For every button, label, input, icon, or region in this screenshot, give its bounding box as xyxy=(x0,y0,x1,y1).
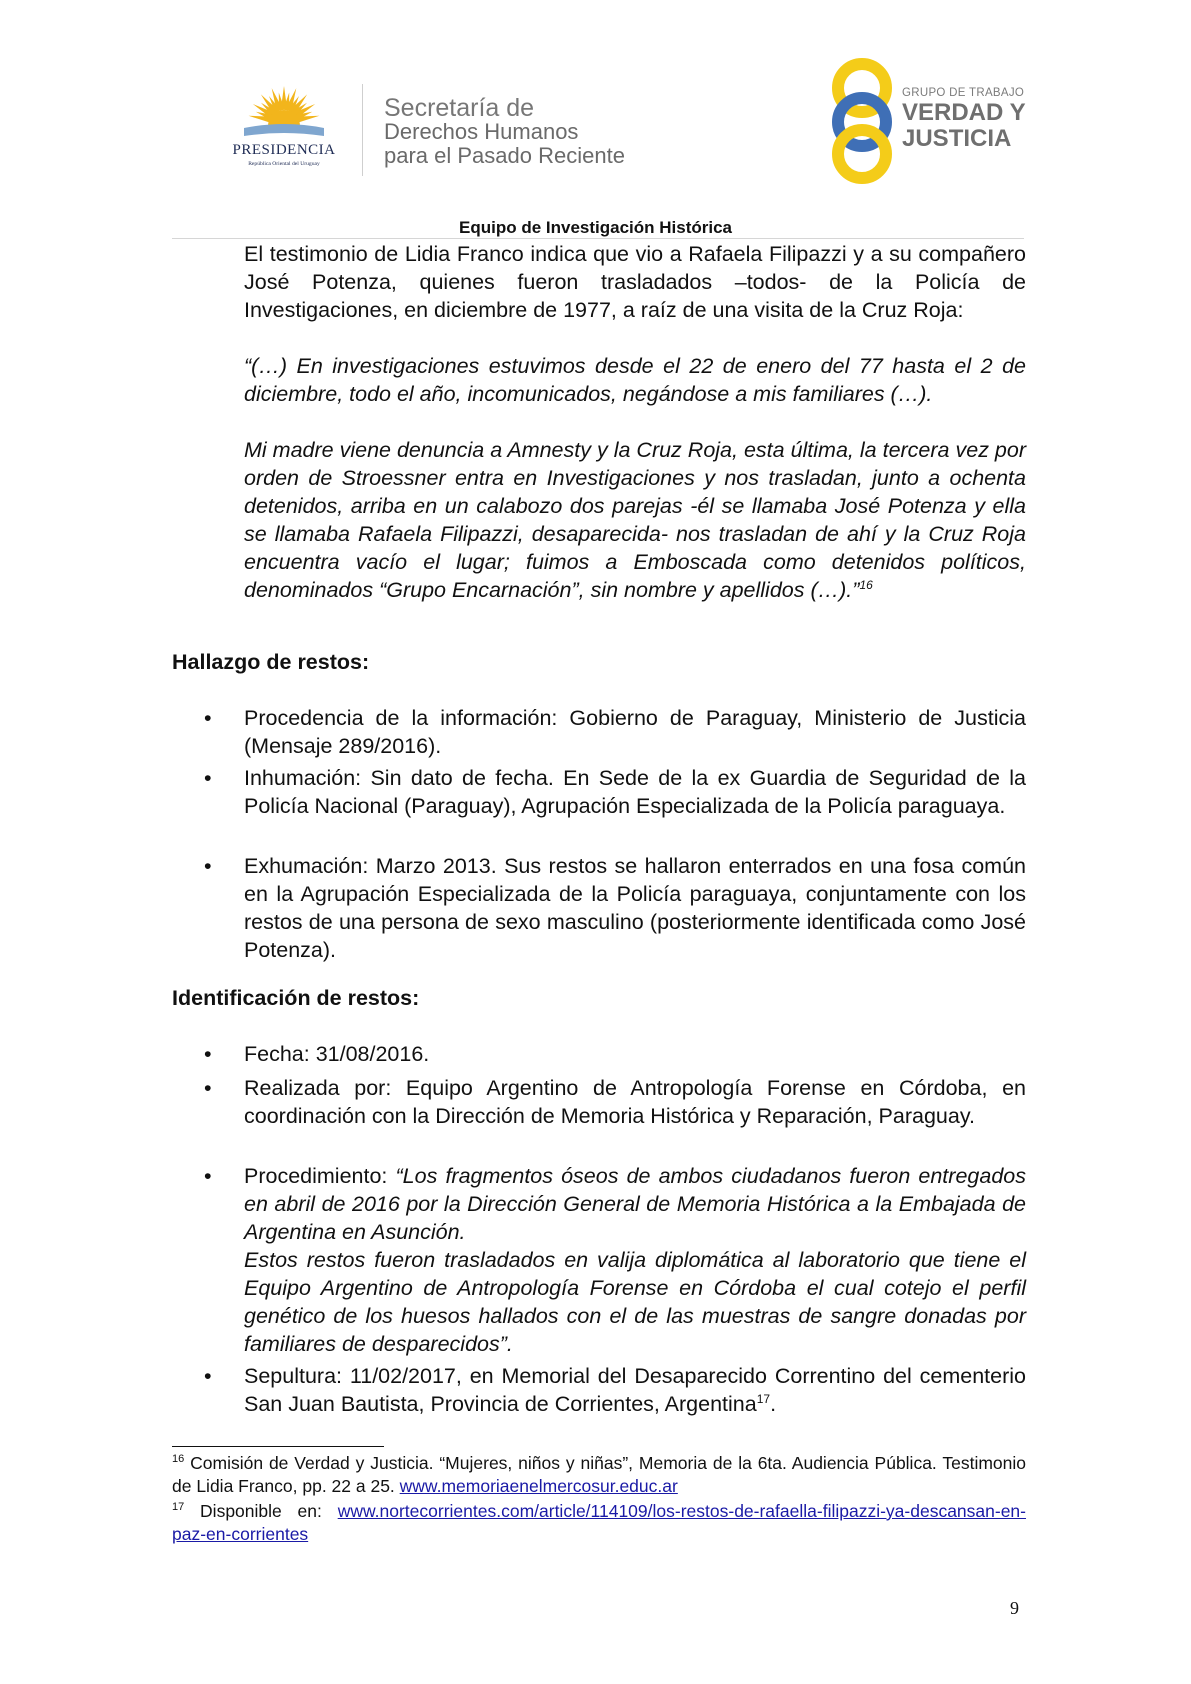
identificacion-item-realizada: Realizada por: Equipo Argentino de Antropología Forense en Córdoba, en coordinación con la Dirección de Memoria Histórica y Reparación, Paraguay. xyxy=(244,1076,1026,1128)
secretaria-line3: para el Pasado Reciente xyxy=(384,143,625,168)
secretaria-line2: Derechos Humanos xyxy=(384,119,579,144)
hallazgo-item-exhumacion: Exhumación: Marzo 2013. Sus restos se hallaron enterrados en una fosa común en la Agrupación Especializada de la Policía paraguaya, conjuntamente con los restos de una persona de sexo masculino (posteriormente identificada como José Potenza). xyxy=(244,854,1026,962)
sepultura-period: . xyxy=(770,1392,777,1416)
header-rule xyxy=(172,238,1024,239)
testimony-quote-2-text: Mi madre viene denuncia a Amnesty y la Cruz Roja, esta última, la tercera vez por orden de Stroessner entra en Investigaciones y nos trasladan, junto a ochenta detenidos, arriba en un calabozo dos parejas -él se llamaba José Potenza y ella se llamaba Rafaela Filipazzi, desaparecida- nos trasladan de ahí y la Cruz Roja encuentra vacío el lugar; fuimos a Emboscada como detenidos políticos, denominados “Grupo Encarnación”, sin nombre y apellidos (…).” xyxy=(244,438,1026,602)
footnote-ref-17: 17 xyxy=(756,1391,771,1406)
bullet-marker: • xyxy=(204,1364,212,1388)
procedimiento-label: Procedimiento: xyxy=(244,1164,396,1188)
testimony-quote-2 xyxy=(244,436,1026,604)
hallazgo-item-procedencia: Procedencia de la información: Gobierno de Paraguay, Ministerio de Justicia (Mensaje 289/2016). xyxy=(244,706,1026,758)
presidencia-subtitle: República Oriental del Uruguay xyxy=(248,161,320,167)
footnote-16 xyxy=(172,1452,1026,1498)
sepultura-text: Sepultura: 11/02/2017, en Memorial del Desaparecido Correntino del cementerio San Juan Bautista, Provincia de Corrientes, Argentina xyxy=(244,1364,1026,1416)
testimony-quote-1: “(…) En investigaciones estuvimos desde el 22 de enero del 77 hasta el 2 de diciembre, todo el año, incomunicados, negándose a mis familiares (…). xyxy=(244,354,1026,406)
footnote-ref-16: 16 xyxy=(859,577,873,592)
linked-rings-icon xyxy=(822,56,902,184)
presidencia-logo xyxy=(210,82,358,174)
identificacion-item-procedimiento xyxy=(244,1162,1026,1246)
identificacion-item-fecha: Fecha: 31/08/2016. xyxy=(244,1042,430,1066)
identificacion-item-sepultura xyxy=(244,1362,1026,1418)
footnote-16-text: Comisión de Verdad y Justicia. “Mujeres, niños y niñas”, Memoria de la 6ta. Audiencia Pública. Testimonio de Lidia Franco, pp. 22 a 25. xyxy=(172,1453,1026,1496)
running-head: Equipo de Investigación Histórica xyxy=(459,218,732,237)
secretaria-line1: Secretaría de xyxy=(384,94,535,122)
footnote-rule xyxy=(172,1446,384,1447)
verdad-justicia-logotype xyxy=(902,86,1026,152)
bullet-marker: • xyxy=(204,854,212,878)
bullet-marker: • xyxy=(204,1042,212,1066)
secretaria-logotype xyxy=(384,96,625,168)
procedimiento-quote-1: “Los fragmentos óseos de ambos ciudadanos fueron entregados en abril de 2016 por la Dirección General de Memoria Histórica a la Embajada de Argentina en Asunción. xyxy=(244,1164,1026,1244)
sun-emblem-icon xyxy=(210,82,358,142)
footnote-16-number: 16 xyxy=(172,1453,185,1466)
footnote-17-link[interactable]: www.nortecorrientes.com/article/114109/los-restos-de-rafaella-filipazzi-ya-descansan-en-paz-en-corrientes xyxy=(172,1501,1026,1544)
procedimiento-quote-2: Estos restos fueron trasladados en valija diplomática al laboratorio que tiene el Equipo Argentino de Antropología Forense en Córdoba el cual cotejo el perfil genético de los huesos hallados con el de las muestras de sangre donadas por familiares de desparecidos”. xyxy=(244,1248,1026,1356)
header-divider xyxy=(362,84,363,176)
footnote-17-text: Disponible en: xyxy=(184,1501,338,1521)
bullet-marker: • xyxy=(204,766,212,790)
footnote-17 xyxy=(172,1500,1026,1546)
footnote-17-number: 17 xyxy=(172,1501,185,1514)
gtvj-line1: GRUPO DE TRABAJO xyxy=(902,87,1025,99)
bullet-marker: • xyxy=(204,1164,212,1188)
presidencia-name: PRESIDENCIA xyxy=(232,142,336,158)
intro-paragraph: El testimonio de Lidia Franco indica que vio a Rafaela Filipazzi y a su compañero José Potenza, quienes fueron trasladados –todos- de la Policía de Investigaciones, en diciembre de 1977, a raíz de una visita de la Cruz Roja: xyxy=(244,242,1026,322)
bullet-marker: • xyxy=(204,706,212,730)
bullet-marker: • xyxy=(204,1076,212,1100)
footnote-16-link[interactable]: www.memoriaenelmercosur.educ.ar xyxy=(399,1476,678,1496)
section-heading-hallazgo: Hallazgo de restos: xyxy=(172,650,370,674)
gtvj-line3: JUSTICIA xyxy=(902,125,1012,152)
hallazgo-item-inhumacion: Inhumación: Sin dato de fecha. En Sede de la ex Guardia de Seguridad de la Policía Nacional (Paraguay), Agrupación Especializada de la Policía paraguaya. xyxy=(244,766,1026,818)
section-heading-identificacion: Identificación de restos: xyxy=(172,986,420,1010)
gtvj-line2: VERDAD Y xyxy=(902,99,1026,126)
page-number: 9 xyxy=(1010,1598,1019,1618)
